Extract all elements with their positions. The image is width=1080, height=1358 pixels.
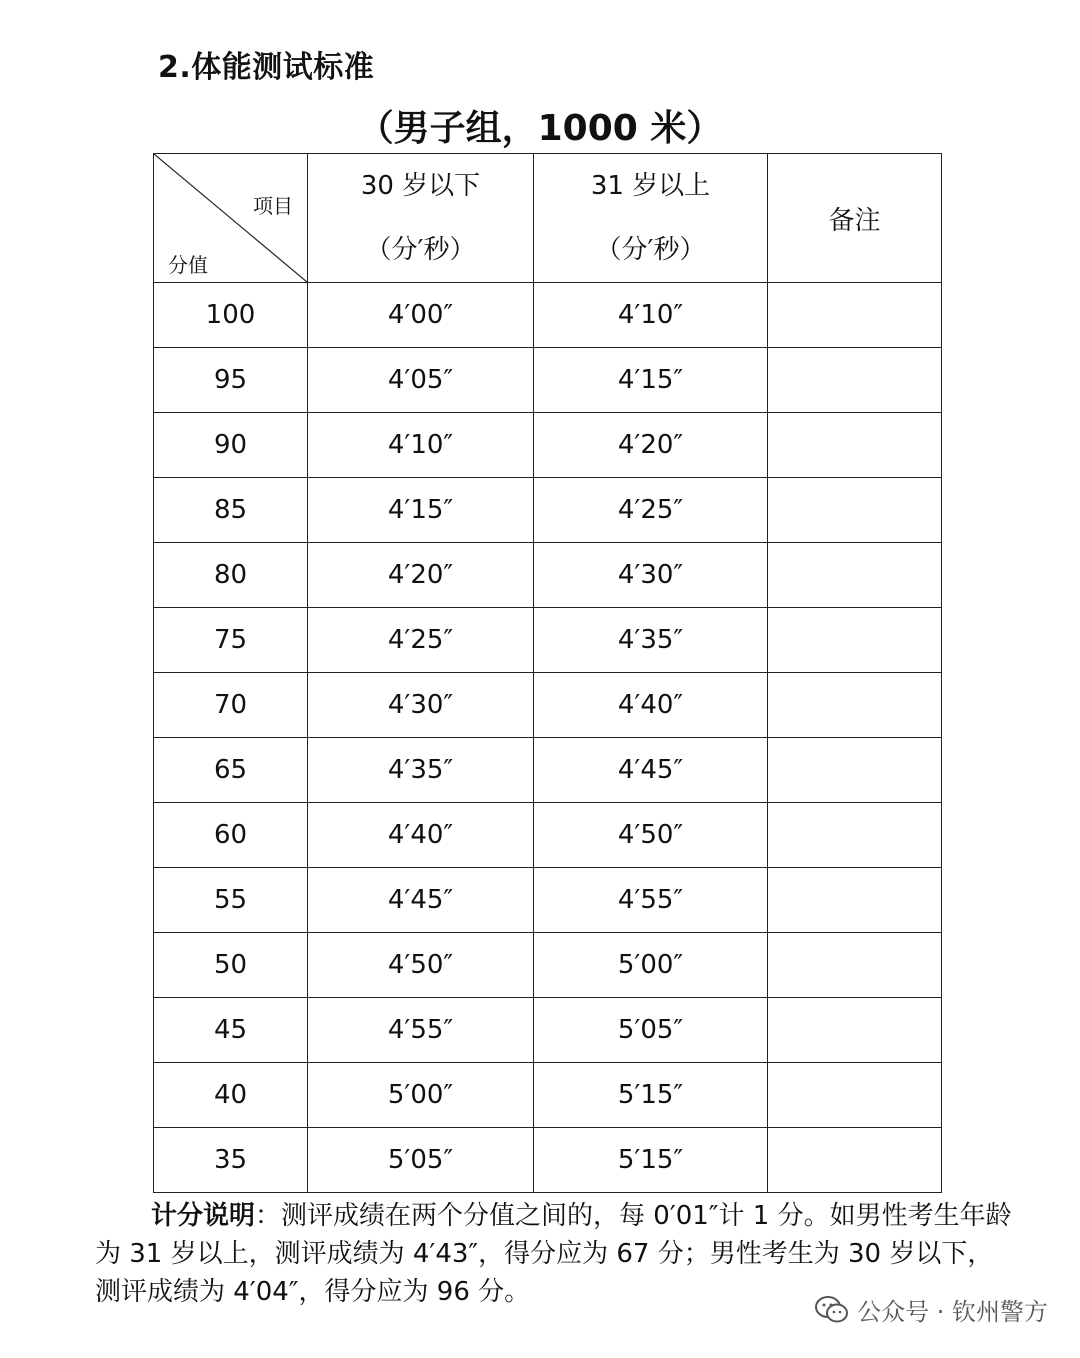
remark-cell [768, 868, 942, 933]
under30-cell: 5′00″ [308, 1063, 534, 1128]
table-row [154, 1128, 942, 1193]
table-row [154, 478, 942, 543]
corner-label-item: 项目 [253, 194, 293, 218]
table-row [154, 803, 942, 868]
under30-cell: 4′30″ [308, 673, 534, 738]
table-row [154, 673, 942, 738]
remark-cell [768, 608, 942, 673]
remark-cell [768, 933, 942, 998]
remark-cell [768, 478, 942, 543]
header-under30-line1: 30 岁以下 [360, 171, 481, 201]
remark-cell [768, 673, 942, 738]
table-row [154, 1063, 942, 1128]
score-cell: 85 [154, 478, 308, 543]
under30-cell: 4′35″ [308, 738, 534, 803]
score-cell: 90 [154, 413, 308, 478]
score-cell: 45 [154, 998, 308, 1063]
over31-cell: 4′15″ [534, 348, 768, 413]
under30-cell: 4′50″ [308, 933, 534, 998]
under30-cell: 4′00″ [308, 283, 534, 348]
over31-cell: 5′15″ [534, 1128, 768, 1193]
section-title: 2.体能测试标准 [158, 50, 375, 85]
over31-cell: 4′20″ [534, 413, 768, 478]
score-cell: 50 [154, 933, 308, 998]
table-row [154, 413, 942, 478]
score-cell: 60 [154, 803, 308, 868]
over31-cell: 4′30″ [534, 543, 768, 608]
remark-cell [768, 283, 942, 348]
over31-cell: 4′50″ [534, 803, 768, 868]
header-remark: 备注 [768, 154, 942, 283]
over31-cell: 4′55″ [534, 868, 768, 933]
score-cell: 95 [154, 348, 308, 413]
table-row [154, 933, 942, 998]
under30-cell: 4′20″ [308, 543, 534, 608]
watermark [815, 1292, 1048, 1327]
table-row [154, 868, 942, 933]
under30-cell: 4′25″ [308, 608, 534, 673]
over31-cell: 4′35″ [534, 608, 768, 673]
header-over31-line1: 31 岁以上 [590, 171, 711, 201]
under30-cell: 4′45″ [308, 868, 534, 933]
under30-cell: 5′05″ [308, 1128, 534, 1193]
score-cell: 80 [154, 543, 308, 608]
table-row [154, 543, 942, 608]
table-header-row [154, 154, 942, 283]
score-cell: 40 [154, 1063, 308, 1128]
header-under30-line2: （分′秒） [365, 235, 476, 265]
remark-cell [768, 998, 942, 1063]
table-row [154, 738, 942, 803]
score-cell: 65 [154, 738, 308, 803]
table-row [154, 998, 942, 1063]
under30-cell: 4′15″ [308, 478, 534, 543]
over31-cell: 5′05″ [534, 998, 768, 1063]
table-title: （男子组，1000 米） [357, 108, 723, 149]
under30-cell: 4′10″ [308, 413, 534, 478]
over31-cell: 5′15″ [534, 1063, 768, 1128]
under30-cell: 4′05″ [308, 348, 534, 413]
header-under30 [308, 154, 534, 283]
remark-cell [768, 413, 942, 478]
watermark-text: 公众号 · 钦州警方 [857, 1298, 1048, 1326]
remark-cell [768, 1128, 942, 1193]
table-row [154, 283, 942, 348]
score-table [153, 153, 942, 1193]
under30-cell: 4′40″ [308, 803, 534, 868]
score-cell: 55 [154, 868, 308, 933]
corner-cell [154, 154, 308, 283]
table-body [154, 283, 942, 1193]
table-row [154, 348, 942, 413]
score-cell: 70 [154, 673, 308, 738]
table-row [154, 608, 942, 673]
header-over31 [534, 154, 768, 283]
under30-cell: 4′55″ [308, 998, 534, 1063]
remark-cell [768, 803, 942, 868]
remark-cell [768, 543, 942, 608]
remark-cell [768, 738, 942, 803]
over31-cell: 5′00″ [534, 933, 768, 998]
header-over31-line2: （分′秒） [595, 235, 706, 265]
remark-cell [768, 348, 942, 413]
wechat-icon [815, 1296, 849, 1324]
corner-label-score: 分值 [168, 253, 208, 277]
note-text: ：测评成绩在两个分值之间的，每 0′01″计 1 分。如男性考生年龄为 31 岁以上，测评成绩为 4′43″，得分应为 67 分；男性考生为 30 岁以下，测评成绩为 4′04″，得分应为 96 分。 [95, 1201, 1012, 1307]
score-cell: 35 [154, 1128, 308, 1193]
note-label: 计分说明 [151, 1201, 256, 1231]
over31-cell: 4′40″ [534, 673, 768, 738]
over31-cell: 4′25″ [534, 478, 768, 543]
over31-cell: 4′45″ [534, 738, 768, 803]
score-cell: 75 [154, 608, 308, 673]
over31-cell: 4′10″ [534, 283, 768, 348]
score-cell: 100 [154, 283, 308, 348]
remark-cell [768, 1063, 942, 1128]
